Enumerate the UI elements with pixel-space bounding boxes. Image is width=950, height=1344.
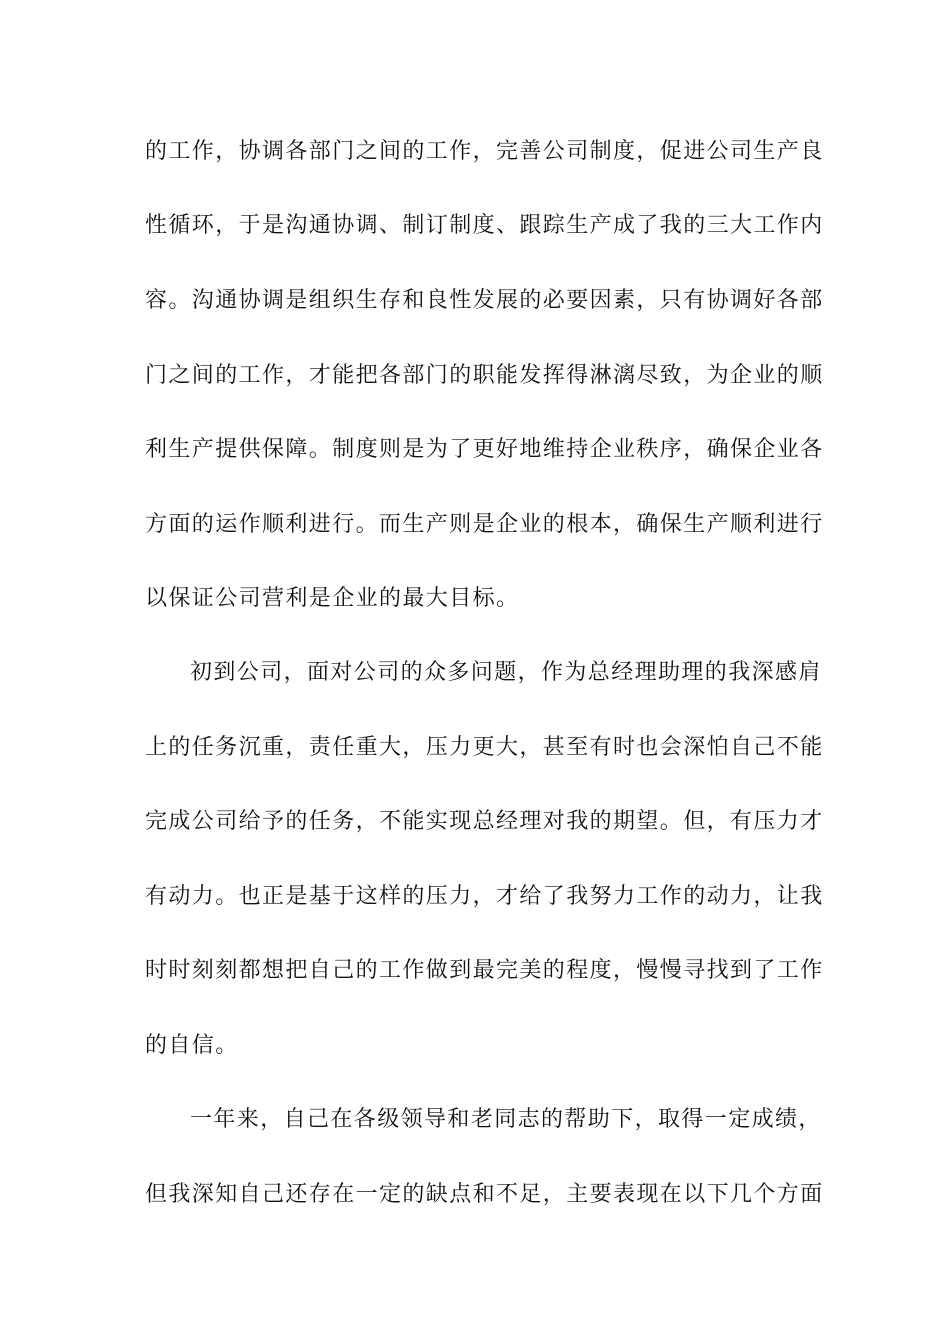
text-line: 以保证公司营利是企业的最大目标。 (145, 586, 520, 611)
text-line: 的自信。 (145, 1033, 239, 1058)
text-line: 方面的运作顺利进行。而生产则是企业的根本，确保生产顺利进行 (145, 512, 824, 537)
text-line: 的工作，协调各部门之间的工作，完善公司制度，促进公司生产良 (145, 139, 824, 164)
text-line: 性循环，于是沟通协调、制订制度、跟踪生产成了我的三大工作内 (145, 213, 824, 238)
text-line: 上的任务沉重，责任重大，压力更大，甚至有时也会深怕自己不能 (145, 735, 824, 760)
text-line: 时时刻刻都想把自己的工作做到最完美的程度，慢慢寻找到了工作 (145, 958, 824, 983)
text-line: 容。沟通协调是组织生存和良性发展的必要因素，只有协调好各部 (145, 288, 824, 313)
text-line: 有动力。也正是基于这样的压力，才给了我努力工作的动力，让我 (145, 884, 824, 909)
text-line: 完成公司给予的任务，不能实现总经理对我的期望。但，有压力才 (145, 809, 824, 834)
text-line: 利生产提供保障。制度则是为了更好地维持企业秩序，确保企业各 (145, 437, 824, 462)
text-line: 门之间的工作，才能把各部门的职能发挥得淋漓尽致，为企业的顺 (145, 363, 824, 388)
paragraph-first-line: 初到公司，面对公司的众多问题，作为总经理助理的我深感肩 (190, 660, 822, 685)
paragraph-first-line: 一年来，自己在各级领导和老同志的帮助下，取得一定成绩， (190, 1107, 822, 1132)
text-line: 但我深知自己还存在一定的缺点和不足，主要表现在以下几个方面 (145, 1182, 824, 1207)
